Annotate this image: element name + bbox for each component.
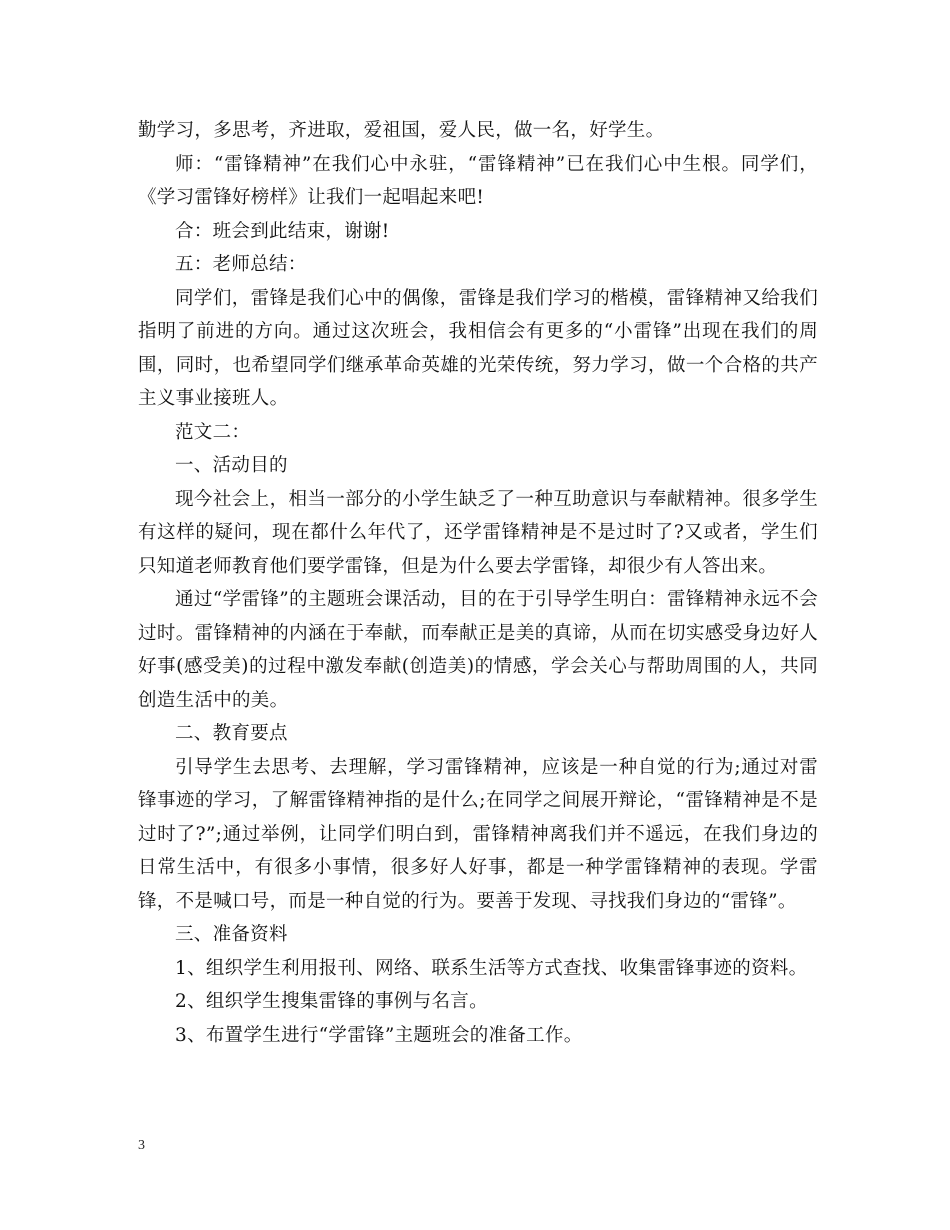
list-item: 3、布置学生进行“学雷锋”主题班会的准备工作。 bbox=[175, 1024, 583, 1046]
paragraph: 合：班会到此结束，谢谢! bbox=[175, 220, 390, 242]
document-body bbox=[138, 114, 818, 1052]
paragraph: 引导学生去思考、去理解，学习雷锋精神，应该是一种自觉的行为;通过对雷锋事迹的学习，了解雷锋精神指的是什么;在同学之间展开辩论，“雷锋精神是不是过时了?”;通过举例，让同学们明白到，雷锋精神离我们并不遥远，在我们身边的日常生活中，有很多小事情，很多好人好事，都是一种学雷锋精神的表现。学雷锋，不是喊口号，而是一种自觉的行为。要善于发现、寻找我们身边的“雷锋”。 bbox=[138, 756, 818, 912]
paragraph: 同学们，雷锋是我们心中的偶像，雷锋是我们学习的楷模，雷锋精神又给我们指明了前进的方向。通过这次班会，我相信会有更多的“小雷锋”出现在我们的周围，同时，也希望同学们继承革命英雄的光荣传统，努力学习，做一个合格的共产主义事业接班人。 bbox=[138, 287, 818, 409]
section-heading: 三、准备资料 bbox=[175, 924, 288, 945]
section-heading: 范文二： bbox=[175, 421, 251, 443]
paragraph: 现今社会上，相当一部分的小学生缺乏了一种互助意识与奉献精神。很多学生有这样的疑问，现在都什么年代了，还学雷锋精神是不是过时了?又或者，学生们只知道老师教育他们要学雷锋，但是为什么要去学雷锋，却很少有人答出来。 bbox=[138, 488, 818, 577]
paragraph: 勤学习，多思考，齐进取，爱祖国，爱人民，做一名，好学生。 bbox=[138, 120, 665, 141]
list-item: 2、组织学生搜集雷锋的事例与名言。 bbox=[175, 991, 488, 1012]
section-heading: 五：老师总结： bbox=[175, 254, 307, 275]
section-heading: 二、教育要点 bbox=[175, 723, 288, 744]
list-item: 1、组织学生利用报刊、网络、联系生活等方式查找、收集雷锋事迹的资料。 bbox=[175, 957, 808, 979]
paragraph: 师：“雷锋精神”在我们心中永驻，“雷锋精神”已在我们心中生根。同学们，《学习雷锋好榜样》让我们一起唱起来吧! bbox=[138, 153, 818, 208]
page-number: 3 bbox=[138, 1138, 145, 1153]
paragraph: 通过“学雷锋”的主题班会课活动，目的在于引导学生明白：雷锋精神永远不会过时。雷锋精神的内涵在于奉献，而奉献正是美的真谛，从而在切实感受身边好人好事(感受美)的过程中激发奉献(创造美)的情感，学会关心与帮助周围的人，共同创造生活中的美。 bbox=[138, 589, 818, 711]
section-heading: 一、活动目的 bbox=[175, 455, 288, 476]
